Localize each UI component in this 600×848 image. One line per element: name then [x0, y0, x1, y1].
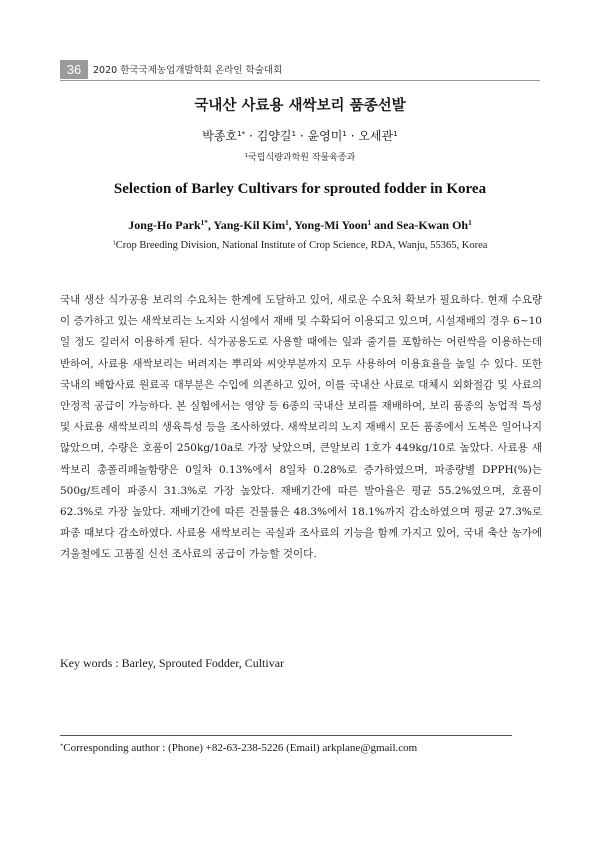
author-kr-2-sup: 1: [291, 129, 297, 139]
footnote: [60, 742, 540, 754]
english-affiliation: [0, 240, 600, 251]
author-en-3-sup: 1: [367, 219, 372, 228]
english-title: Selection of Barley Cultivars for sprouted fodder in Korea: [113, 181, 487, 197]
author-en-2-sup: 1: [285, 219, 289, 228]
author-kr-1-sup: 1*: [237, 129, 246, 139]
affiliation-kr-text: 국립식량과학원 작물육종과: [248, 153, 356, 163]
page-number: 36: [60, 60, 88, 79]
author-kr-1: 박종호: [202, 129, 238, 143]
author-en-1-sep: ,: [207, 218, 214, 232]
english-authors: [0, 218, 600, 233]
author-en-4: Sea-Kwan Oh: [396, 218, 469, 232]
author-kr-3-sup: 1: [342, 129, 347, 139]
affiliation-kr-sup: 1: [244, 153, 249, 160]
author-en-4-sup: 1: [468, 219, 472, 228]
affiliation-en-text: Crop Breeding Division, National Institute of Crop Science, RDA, Wanju, 55365, Korea: [115, 240, 488, 251]
author-separator: ·: [245, 129, 257, 143]
author-kr-4-sup: 1: [393, 129, 398, 139]
korean-title: 국내산 사료용 새싹보리 품종선발: [194, 98, 406, 114]
author-kr-2: 김양길: [256, 129, 292, 143]
korean-authors: [0, 127, 600, 144]
author-en-1: Jong-Ho Park: [128, 218, 201, 232]
author-en-2-sep: ,: [288, 218, 295, 232]
korean-affiliation: [0, 150, 600, 163]
author-en-3: Yong-Mi Yoon: [294, 218, 368, 232]
author-kr-4: 오세관: [358, 129, 394, 143]
author-en-2: Yang-Kil Kim: [213, 218, 286, 232]
author-separator: ·: [346, 129, 359, 143]
footnote-rule: [60, 735, 512, 736]
author-kr-3: 윤영미: [307, 129, 343, 143]
footnote-mark: *: [60, 742, 64, 750]
keywords: Key words : Barley, Sprouted Fodder, Cultivar: [60, 656, 285, 670]
header-rule: [60, 80, 540, 81]
conference-name: 2020 한국국제농업개발학회 온라인 학술대회: [93, 65, 283, 76]
footnote-text: Corresponding author : (Phone) +82-63-238-5226 (Email) arkplane@gmail.com: [63, 742, 418, 754]
page-header: [60, 60, 540, 80]
author-separator: ·: [296, 129, 308, 143]
author-en-1-sup: 1*: [200, 219, 208, 228]
affiliation-en-sup: 1: [112, 239, 116, 247]
author-en-3-sep: and: [371, 218, 397, 232]
abstract-body: 국내 생산 식가공용 보리의 수요처는 한계에 도달하고 있어, 새로운 수요처 확보가 필요하다. 현재 수요량이 증가하고 있는 새싹보리는 노지와 시설에서 재배 및 수확되어 이용되고 있으며, 시설재배의 경우 6~10일 정도 길러서 이용하게 된다. 식가공용도로 사용할 때에는 잎과 줄기를 포함하는 어린싹을 이용하는데 반하여, 사료용 새싹보리는 버려지는 뿌리와 씨앗부분까지 모두 사용하여 이용효율을 높일 수 있다. 또한 국내의 배합사료 원료곡 대부분은 수입에 의존하고 있어, 이를 국내산 사료로 대체시 외화절감 및 사료의 안정적 공급이 가능하다. 본 실험에서는 영양 등 6종의 국내산 보리를 재배하여, 보리 품종의 농업적 특성 및 사료용 새싹보리의 생육특성 등을 조사하였다. 새싹보리의 노지 재배시 모든 품종에서 도복은 일어나지 않았으며, 수량은 호품이 250kg/10a로 가장 낮았으며, 큰알보리 1호가 449kg/10로 높았다. 사료용 새싹보리 총폴리페놀함량은 0일차 0.13%에서 8일차 0.28%로 증가하였으며, 파종량별 DPPH(%)는 500g/트레이 파종시 31.3%로 가장 높았다. 재배기간에 따른 발아율은 평균 55.2%였으며, 호품이 62.3%로 가장 높았다. 재배기간에 따른 건물률은 48.3%에서 18.1%까지 감소하였으며 평균 27.3%로 파종 때보다 감소하였다. 사료용 새싹보리는 곡실과 조사료의 기능을 함께 가지고 있어, 국내 축산 농가에 겨울철에도 고품질 신선 조사료의 공급이 가능할 것이다.: [60, 294, 542, 561]
